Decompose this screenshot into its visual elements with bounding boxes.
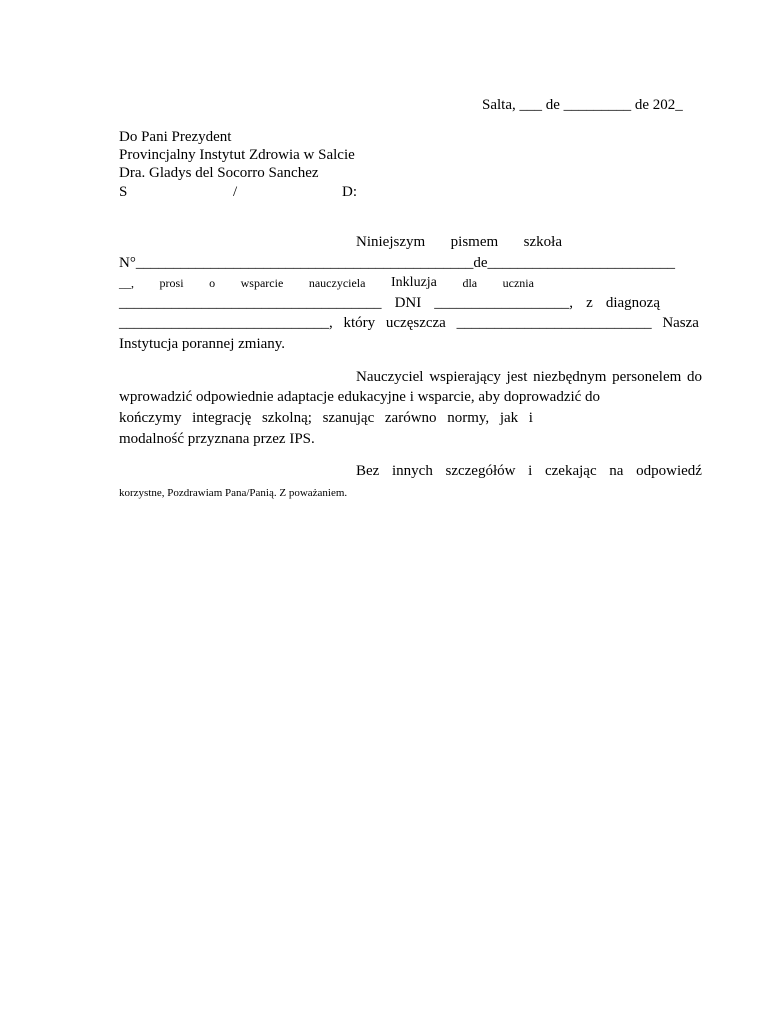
p1-line-6: Instytucja porannej zmiany.: [119, 336, 286, 352]
p1-line-1: Niniejszym pismem szkoła: [356, 234, 562, 250]
p3-line-2: korzystne, Pozdrawiam Pana/Panią. Z poważaniem.: [119, 487, 348, 499]
p1-line-5: ____________________________, który uczęszcza __________________________ Nasza: [119, 315, 699, 331]
sd-marker-d: D:: [342, 184, 357, 200]
recipient-institution: Provincjalny Instytut Zdrowia w Salcie: [119, 147, 355, 163]
sd-marker-s: S: [119, 184, 128, 200]
p1-line-2: N°_____________________________________________de_________________________: [119, 255, 676, 271]
p1-line-4: ___________________________________ DNI __________________, z diagnozą: [119, 295, 660, 311]
p1-line-3: __, prosi o wsparcie nauczyciela Inkluzja dla ucznia: [119, 275, 534, 290]
p2-line-2: wprowadzić odpowiednie adaptacje edukacyjne i wsparcie, aby doprowadzić do: [119, 389, 601, 405]
recipient-title: Do Pani Prezydent: [119, 129, 232, 145]
p2-line-4: modalność przyznana przez IPS.: [119, 431, 315, 447]
p2-line-1: Nauczyciel wspierający jest niezbędnym personelem do: [356, 369, 702, 385]
p3-line-1: Bez innych szczegółów i czekając na odpowiedź: [356, 463, 702, 479]
p2-line-3: kończymy integrację szkolną; szanując zarówno normy, jak i: [119, 410, 533, 426]
sd-marker-slash: /: [233, 184, 238, 200]
recipient-name: Dra. Gladys del Socorro Sanchez: [119, 165, 319, 181]
date-line: Salta, ___ de _________ de 202_: [482, 97, 683, 113]
